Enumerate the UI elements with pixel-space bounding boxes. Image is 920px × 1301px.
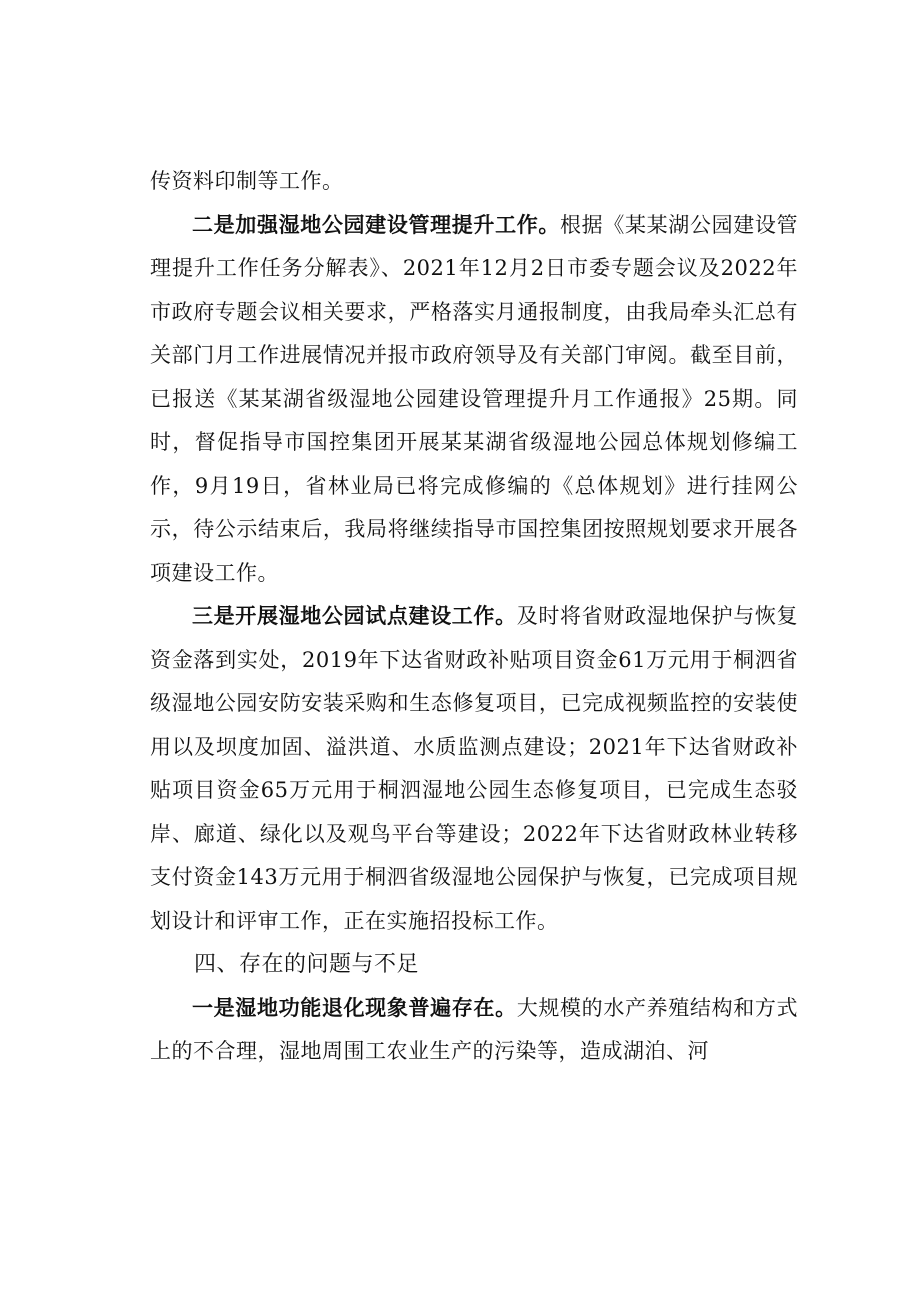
paragraph-wetland-degradation [150, 987, 798, 1074]
continuation-text: 传资料印制等工作。 [150, 169, 344, 193]
paragraph-lead: 一是湿地功能退化现象普遍存在。 [192, 995, 517, 1020]
document-body [150, 160, 798, 1074]
paragraph-body: 根据《某某湖公园建设管理提升工作任务分解表》、2021年12月2日市委专题会议及2022年市政府专题会议相关要求，严格落实月通报制度，由我局牵头汇总有关部门月工作进展情况并报市政府领导及有关部门审阅。截至目前，已报送《某某湖省级湿地公园建设管理提升月工作通报》25期。同时，督促指导市国控集团开展某某湖省级湿地公园总体规划修编工作，9月19日，省林业局已将完成修编的《总体规划》进行挂网公示，待公示结束后，我局将继续指导市国控集团按照规划要求开展各项建设工作。 [150, 212, 799, 585]
section-heading-problems: 四、存在的问题与不足 [194, 952, 420, 977]
paragraph-body: 大规模的水产养殖结构和方式上的不合理，湿地周围工农业生产的污染等，造成湖泊、河 [150, 995, 799, 1063]
paragraph-park-management [150, 204, 798, 596]
paragraph-lead: 三是开展湿地公园试点建设工作。 [192, 604, 517, 628]
paragraph-pilot-construction [150, 595, 798, 943]
paragraph-body: 及时将省财政湿地保护与恢复资金落到实处，2019年下达省财政补贴项目资金61万元用于桐泗省级湿地公园安防安装采购和生态修复项目，已完成视频监控的安装使用以及坝度加固、溢洪道、水质监测点建设；2021年下达省财政补贴项目资金65万元用于桐泗湿地公园生态修复项目，已完成生态驳岸、廊道、绿化以及观鸟平台等建设；2022年下达省财政林业转移支付资金143万元用于桐泗省级湿地公园保护与恢复，已完成项目规划设计和评审工作，正在实施招投标工作。 [150, 604, 799, 933]
continuation-paragraph [150, 160, 798, 204]
paragraph-lead: 二是加强湿地公园建设管理提升工作。 [192, 212, 561, 237]
